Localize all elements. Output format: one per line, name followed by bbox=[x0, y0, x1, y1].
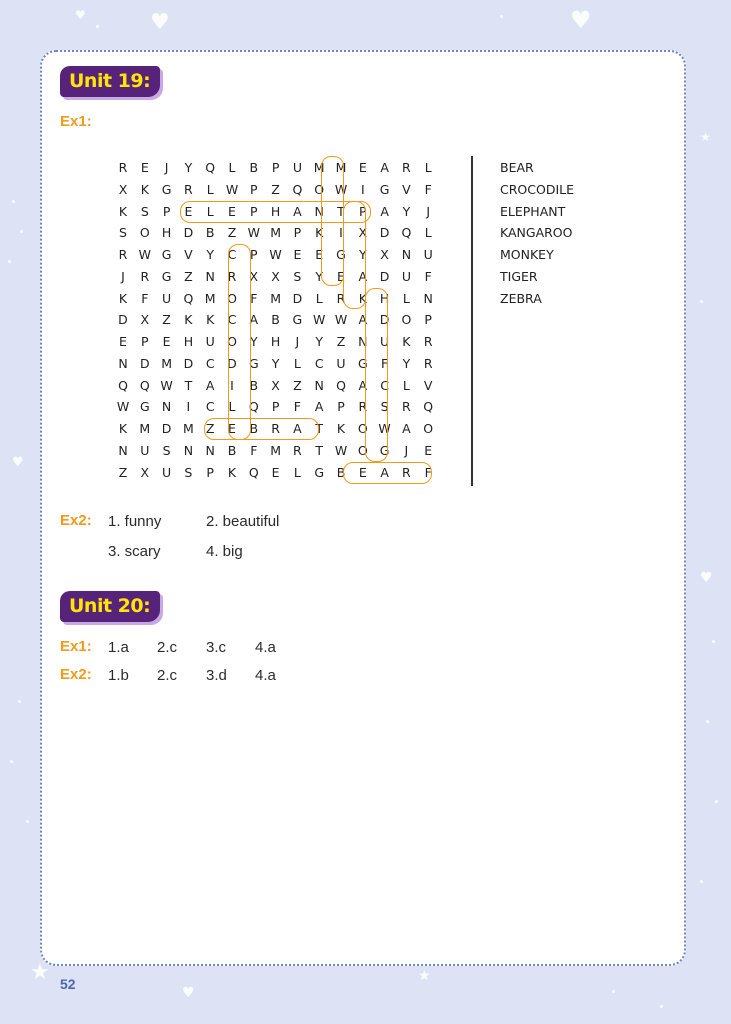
word-list-item: CROCODILE bbox=[500, 181, 574, 197]
grid-letter: K bbox=[206, 312, 215, 328]
grid-letter: R bbox=[140, 268, 150, 284]
grid-letter: A bbox=[293, 203, 302, 219]
heart-icon: ♥ bbox=[12, 455, 24, 470]
unit-20-ex2-answer: 2.c bbox=[157, 667, 178, 684]
grid-letter: E bbox=[119, 334, 127, 349]
grid-letter: S bbox=[140, 203, 149, 219]
star-icon: ★ bbox=[418, 968, 431, 984]
grid-letter: U bbox=[336, 355, 346, 371]
grid-letter: N bbox=[358, 334, 368, 349]
grid-letter: T bbox=[184, 377, 193, 393]
grid-letter: A bbox=[358, 377, 368, 393]
grid-letter: G bbox=[379, 181, 390, 197]
grid-letter: K bbox=[402, 334, 411, 349]
grid-letter: M bbox=[182, 421, 194, 436]
grid-letter: M bbox=[270, 442, 281, 458]
grid-letter: X bbox=[118, 181, 128, 197]
grid-letter: R bbox=[118, 247, 128, 262]
grid-letter: Y bbox=[315, 334, 323, 349]
grid-letter: T bbox=[315, 421, 323, 436]
grid-letter: Y bbox=[358, 247, 367, 262]
grid-letter: L bbox=[424, 225, 432, 241]
word-list-item: KANGAROO bbox=[500, 225, 573, 241]
grid-letter: L bbox=[293, 355, 301, 371]
grid-letter: G bbox=[292, 312, 303, 328]
grid-letter: K bbox=[227, 464, 237, 480]
grid-letter: N bbox=[314, 377, 324, 393]
grid-letter: W bbox=[334, 442, 348, 458]
word-list-item: BEAR bbox=[500, 160, 534, 175]
grid-letter: F bbox=[293, 399, 301, 415]
grid-letter: U bbox=[162, 290, 172, 306]
grid-letter: I bbox=[339, 225, 343, 241]
grid-letter: J bbox=[404, 442, 409, 458]
grid-letter: G bbox=[161, 247, 172, 262]
grid-letter: P bbox=[293, 225, 302, 241]
grid-letter: O bbox=[139, 225, 150, 241]
grid-letter: W bbox=[378, 421, 391, 436]
grid-letter: D bbox=[292, 290, 303, 306]
grid-letter: Z bbox=[205, 421, 215, 436]
grid-letter: W bbox=[269, 247, 282, 262]
grid-letter: K bbox=[184, 312, 193, 328]
grid-letter: D bbox=[118, 312, 128, 328]
grid-letter: E bbox=[140, 160, 149, 175]
grid-letter: A bbox=[293, 421, 302, 436]
grid-letter: R bbox=[402, 464, 411, 480]
grid-letter: L bbox=[424, 160, 432, 175]
grid-letter: R bbox=[293, 442, 302, 458]
ring-zebra bbox=[204, 418, 319, 440]
grid-letter: K bbox=[118, 203, 128, 219]
grid-letter: U bbox=[162, 464, 172, 480]
grid-letter: X bbox=[140, 312, 150, 328]
grid-letter: Z bbox=[162, 312, 171, 328]
grid-letter: C bbox=[227, 247, 237, 262]
grid-letter: R bbox=[336, 290, 346, 306]
grid-letter: M bbox=[204, 290, 216, 306]
grid-letter: E bbox=[358, 464, 367, 480]
grid-letter: Y bbox=[249, 334, 258, 349]
ex2-answer-3: 3. scary bbox=[108, 543, 161, 560]
heart-icon: ♥ bbox=[150, 10, 170, 35]
grid-letter: A bbox=[358, 312, 368, 328]
grid-letter: B bbox=[249, 421, 259, 436]
grid-letter: X bbox=[271, 377, 280, 393]
grid-letter: L bbox=[228, 399, 236, 415]
unit-20-badge: Unit 20: bbox=[60, 591, 160, 622]
grid-letter: P bbox=[250, 203, 258, 219]
grid-letter: A bbox=[358, 268, 368, 284]
grid-letter: G bbox=[161, 268, 172, 284]
grid-letter: D bbox=[379, 268, 390, 284]
grid-letter: F bbox=[424, 181, 432, 197]
grid-letter: L bbox=[206, 181, 214, 197]
grid-letter: T bbox=[337, 203, 345, 219]
unit-20-ex1-label: Ex1: bbox=[60, 638, 92, 655]
ring-tiger bbox=[343, 201, 366, 309]
grid-letter: T bbox=[315, 442, 323, 458]
star-icon: ★ bbox=[700, 130, 711, 144]
grid-letter: M bbox=[139, 421, 151, 436]
grid-letter: R bbox=[227, 268, 237, 284]
unit-19-ex1-label: Ex1: bbox=[60, 113, 92, 130]
unit-19-badge: Unit 19: bbox=[60, 66, 160, 97]
grid-letter: N bbox=[205, 442, 215, 458]
grid-letter: O bbox=[314, 181, 325, 197]
heart-icon: ♥ bbox=[75, 8, 86, 22]
ex2-answer-4: 4. big bbox=[206, 543, 243, 560]
grid-letter: Q bbox=[248, 464, 259, 480]
grid-letter: M bbox=[161, 355, 172, 371]
ring-crocodile bbox=[228, 244, 251, 440]
grid-letter: B bbox=[271, 312, 280, 328]
grid-letter: D bbox=[183, 225, 194, 241]
grid-letter: E bbox=[228, 421, 236, 436]
grid-letter: W bbox=[334, 312, 348, 328]
grid-letter: W bbox=[138, 247, 151, 262]
grid-letter: K bbox=[358, 290, 367, 306]
grid-letter: A bbox=[205, 377, 215, 393]
unit-19-ex2-label: Ex2: bbox=[60, 512, 92, 529]
grid-letter: R bbox=[184, 181, 193, 197]
grid-letter: E bbox=[424, 442, 433, 458]
grid-letter: C bbox=[227, 312, 237, 328]
grid-letter: W bbox=[160, 377, 173, 393]
ex2-answer-2: 2. beautiful bbox=[206, 513, 280, 530]
grid-letter: P bbox=[206, 464, 214, 480]
grid-letter: A bbox=[380, 160, 389, 175]
grid-letter: Q bbox=[118, 377, 128, 393]
heart-icon: ♥ bbox=[700, 570, 713, 586]
unit-20-ex1-answer: 2.c bbox=[157, 639, 178, 656]
grid-letter: P bbox=[250, 247, 258, 262]
grid-letter: G bbox=[336, 247, 346, 262]
heart-icon: ♥ bbox=[570, 6, 592, 34]
grid-letter: E bbox=[271, 464, 280, 480]
grid-letter: P bbox=[250, 181, 258, 197]
grid-letter: C bbox=[205, 355, 215, 371]
grid-letter: Z bbox=[118, 464, 128, 480]
grid-letter: S bbox=[184, 464, 193, 480]
grid-letter: B bbox=[336, 464, 346, 480]
grid-letter: G bbox=[314, 464, 325, 480]
grid-letter: V bbox=[402, 181, 411, 197]
grid-letter: K bbox=[336, 421, 346, 436]
grid-letter: A bbox=[380, 464, 389, 480]
grid-letter: Z bbox=[336, 334, 346, 349]
grid-letter: Q bbox=[139, 377, 150, 393]
grid-letter: O bbox=[423, 421, 434, 436]
ex2-answer-1: 1. funny bbox=[108, 513, 162, 530]
grid-letter: O bbox=[357, 442, 368, 458]
grid-letter: S bbox=[162, 442, 171, 458]
grid-letter: R bbox=[423, 334, 433, 349]
grid-letter: K bbox=[315, 225, 324, 241]
grid-letter: R bbox=[358, 399, 368, 415]
grid-letter: Z bbox=[227, 225, 237, 241]
grid-letter: H bbox=[183, 334, 194, 349]
word-list-item: ZEBRA bbox=[500, 290, 542, 306]
grid-letter: W bbox=[313, 312, 326, 328]
grid-letter: N bbox=[205, 268, 215, 284]
grid-letter: E bbox=[162, 334, 171, 349]
grid-letter: K bbox=[118, 421, 128, 436]
grid-letter: P bbox=[271, 160, 280, 175]
grid-letter: F bbox=[141, 290, 149, 306]
grid-letter: H bbox=[379, 290, 390, 306]
grid-letter: L bbox=[293, 464, 301, 480]
grid-letter: L bbox=[206, 203, 214, 219]
word-list-item: TIGER bbox=[500, 268, 538, 284]
grid-letter: C bbox=[205, 399, 215, 415]
grid-letter: N bbox=[183, 442, 194, 458]
grid-letter: J bbox=[164, 160, 169, 175]
grid-letter: E bbox=[337, 268, 345, 284]
unit-20-ex2-answer: 3.d bbox=[206, 667, 227, 684]
grid-letter: C bbox=[314, 355, 324, 371]
grid-letter: Q bbox=[423, 399, 434, 415]
grid-letter: J bbox=[295, 334, 300, 349]
grid-letter: N bbox=[401, 247, 412, 262]
grid-letter: W bbox=[116, 399, 130, 415]
word-list-item: ELEPHANT bbox=[500, 203, 566, 219]
grid-letter: X bbox=[271, 268, 280, 284]
grid-letter: Y bbox=[402, 203, 411, 219]
grid-letter: R bbox=[402, 399, 411, 415]
grid-letter: D bbox=[227, 355, 237, 371]
grid-letter: Q bbox=[248, 399, 259, 415]
grid-letter: Q bbox=[292, 181, 303, 197]
grid-letter: F bbox=[380, 355, 389, 371]
grid-letter: J bbox=[426, 203, 431, 219]
grid-letter: N bbox=[314, 203, 324, 219]
grid-letter: E bbox=[358, 160, 367, 175]
grid-letter: F bbox=[424, 464, 432, 480]
grid-letter: G bbox=[357, 355, 368, 371]
grid-letter: Y bbox=[184, 160, 193, 175]
grid-letter: U bbox=[401, 268, 411, 284]
grid-letter: X bbox=[249, 268, 259, 284]
unit-20-ex1-answer: 1.a bbox=[108, 639, 129, 656]
grid-letter: H bbox=[270, 203, 281, 219]
grid-letter: U bbox=[205, 334, 215, 349]
grid-letter: P bbox=[337, 399, 345, 415]
grid-letter: F bbox=[424, 268, 432, 284]
grid-letter: F bbox=[250, 290, 258, 306]
grid-letter: J bbox=[121, 268, 125, 284]
grid-letter: N bbox=[118, 442, 128, 458]
grid-letter: E bbox=[293, 247, 302, 262]
grid-letter: E bbox=[315, 247, 324, 262]
grid-letter: U bbox=[380, 334, 390, 349]
grid-letter: R bbox=[423, 355, 433, 371]
grid-letter: W bbox=[225, 181, 239, 197]
grid-letter: U bbox=[140, 442, 150, 458]
grid-letter: Z bbox=[293, 377, 302, 393]
word-list-item: MONKEY bbox=[500, 247, 554, 262]
grid-letter: M bbox=[313, 160, 325, 175]
grid-letter: I bbox=[186, 399, 191, 415]
grid-letter: O bbox=[227, 290, 237, 306]
grid-letter: O bbox=[357, 421, 368, 436]
grid-letter: Y bbox=[271, 355, 280, 371]
grid-letter: R bbox=[402, 160, 411, 175]
grid-letter: F bbox=[250, 442, 258, 458]
grid-letter: G bbox=[248, 355, 259, 371]
grid-letter: C bbox=[380, 377, 389, 393]
grid-letter: S bbox=[119, 225, 127, 241]
grid-letter: R bbox=[271, 421, 280, 436]
grid-letter: B bbox=[205, 225, 215, 241]
grid-letter: H bbox=[270, 334, 281, 349]
grid-letter: Q bbox=[183, 290, 194, 306]
grid-letter: A bbox=[249, 312, 259, 328]
grid-letter: E bbox=[228, 203, 236, 219]
grid-letter: W bbox=[334, 181, 348, 197]
grid-letter: U bbox=[423, 247, 433, 262]
grid-letter: G bbox=[379, 442, 390, 458]
grid-letter: U bbox=[292, 160, 302, 175]
grid-letter: Q bbox=[401, 225, 412, 241]
grid-letter: N bbox=[118, 355, 128, 371]
unit-20-ex1-answer: 4.a bbox=[255, 639, 276, 656]
grid-letter: H bbox=[161, 225, 172, 241]
grid-letter: Q bbox=[336, 377, 346, 393]
grid-letter: D bbox=[183, 355, 194, 371]
grid-letter: M bbox=[270, 225, 281, 241]
unit-20-ex2-label: Ex2: bbox=[60, 666, 92, 683]
ring-kangaroo bbox=[365, 288, 388, 462]
grid-letter: R bbox=[118, 160, 128, 175]
heart-icon: ♥ bbox=[182, 985, 195, 1001]
grid-letter: M bbox=[270, 290, 281, 306]
grid-letter: Z bbox=[271, 181, 280, 197]
grid-letter: I bbox=[360, 181, 365, 197]
grid-letter: Q bbox=[205, 160, 216, 175]
grid-letter: M bbox=[335, 160, 347, 175]
grid-letter: X bbox=[140, 464, 150, 480]
grid-letter: E bbox=[184, 203, 193, 219]
grid-letter: O bbox=[401, 312, 412, 328]
grid-letter: P bbox=[141, 334, 149, 349]
grid-letter: G bbox=[161, 181, 172, 197]
grid-letter: Y bbox=[315, 268, 323, 284]
grid-letter: D bbox=[139, 355, 150, 371]
grid-letter: S bbox=[380, 399, 389, 415]
grid-letter: B bbox=[227, 442, 237, 458]
grid-letter: K bbox=[140, 181, 149, 197]
grid-letter: P bbox=[359, 203, 367, 219]
grid-letter: A bbox=[314, 399, 324, 415]
grid-letter: L bbox=[228, 160, 236, 175]
grid-letter: O bbox=[227, 334, 237, 349]
grid-letter: B bbox=[249, 160, 259, 175]
grid-letter: P bbox=[424, 312, 432, 328]
grid-letter: Y bbox=[206, 247, 214, 262]
grid-letter: W bbox=[247, 225, 260, 241]
grid-letter: L bbox=[402, 377, 410, 393]
grid-letter: Z bbox=[184, 268, 193, 284]
grid-letter: S bbox=[293, 268, 302, 284]
grid-letter: Y bbox=[402, 355, 411, 371]
star-icon: ★ bbox=[30, 960, 50, 985]
unit-20-ex2-answer: 1.b bbox=[108, 667, 129, 684]
grid-letter: B bbox=[249, 377, 259, 393]
grid-letter: X bbox=[358, 225, 368, 241]
grid-letter: P bbox=[271, 399, 280, 415]
grid-letter: I bbox=[230, 377, 234, 393]
grid-letter: V bbox=[423, 377, 433, 393]
unit-20-ex2-answer: 4.a bbox=[255, 667, 276, 684]
grid-letter: N bbox=[423, 290, 433, 306]
ring-bear bbox=[343, 462, 432, 484]
grid-letter: A bbox=[402, 421, 411, 436]
grid-letter: N bbox=[161, 399, 172, 415]
unit-20-ex1-answer: 3.c bbox=[206, 639, 227, 656]
grid-letter: G bbox=[139, 399, 150, 415]
grid-letter: V bbox=[184, 247, 193, 262]
grid-letter: A bbox=[380, 203, 389, 219]
page-number: 52 bbox=[60, 976, 76, 992]
grid-letter: K bbox=[118, 290, 128, 306]
grid-letter: D bbox=[379, 225, 390, 241]
grid-letter: X bbox=[380, 247, 389, 262]
grid-letter: L bbox=[315, 290, 323, 306]
grid-divider bbox=[471, 156, 473, 486]
grid-letter: L bbox=[402, 290, 410, 306]
grid-letter: P bbox=[162, 203, 171, 219]
grid-letter: D bbox=[379, 312, 390, 328]
grid-letter: D bbox=[161, 421, 172, 436]
